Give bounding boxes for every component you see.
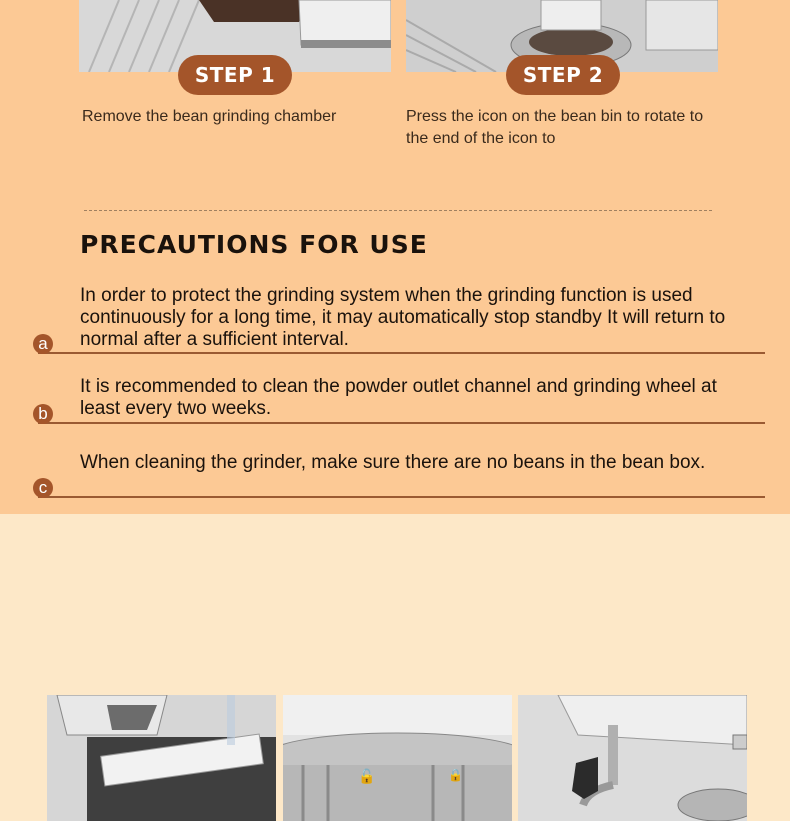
section-divider	[84, 210, 712, 211]
precaution-bullet-c: c	[33, 478, 53, 498]
precaution-underline-c	[38, 496, 765, 498]
step1-badge: STEP 1	[178, 55, 292, 95]
step2-badge: STEP 2	[506, 55, 620, 95]
precaution-bullet-b: b	[33, 404, 53, 424]
precaution-text-c: When cleaning the grinder, make sure there are no beans in the bean box.	[80, 452, 706, 473]
portafilter-illustration	[283, 695, 512, 821]
precaution-underline-b	[38, 422, 765, 424]
gallery-photo-2	[283, 695, 512, 821]
precaution-underline-a	[38, 352, 765, 354]
machine-front-illustration	[47, 695, 276, 821]
step1-caption: Remove the bean grinding chamber	[82, 108, 337, 125]
gallery-photo-3	[518, 695, 747, 821]
precaution-text-a: In order to protect the grinding system when the grinding function is used continuously for a long time, it may automatically stop standby It will return to normal after a sufficient interval.	[80, 285, 726, 350]
precautions-title: PRECAUTIONS FOR USE	[80, 230, 428, 259]
steam-wand-illustration	[518, 695, 747, 821]
lock-closed-icon: 🔒	[448, 768, 463, 782]
lock-icon: 🔓	[358, 768, 376, 784]
precaution-text-b: It is recommended to clean the powder outlet channel and grinding wheel at least every two weeks.	[80, 376, 717, 419]
step2-caption: Press the icon on the bean bin to rotate to the end of the icon to	[406, 108, 704, 147]
product-gallery-section	[0, 514, 790, 821]
precaution-bullet-a: a	[33, 334, 53, 354]
gallery-photo-1	[47, 695, 276, 821]
